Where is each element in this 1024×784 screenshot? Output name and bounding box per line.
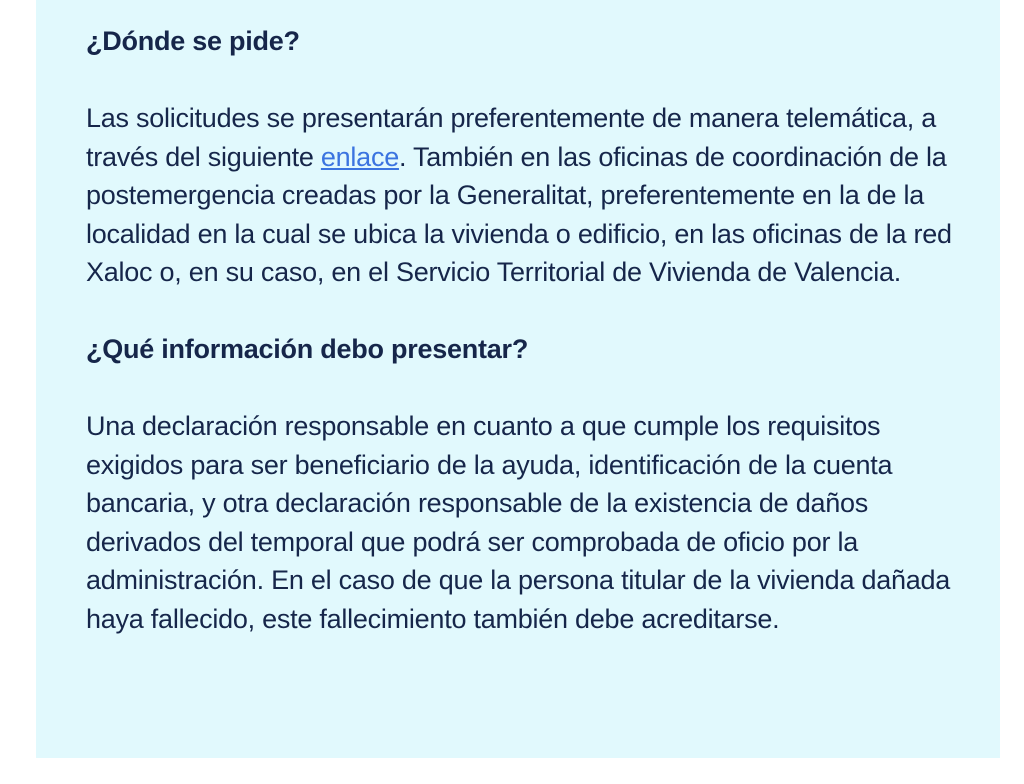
paragraph-text-end: . También en las oficinas de coordinación de la postemergencia creadas por la Generalitat, preferentemente en la de la localidad en la cual se ubica la vivienda o edificio, en las oficinas de la red Xaloc o, en su caso, en el Servicio Territorial de Vivienda de Valencia. — [86, 141, 952, 287]
info-panel — [36, 0, 1000, 758]
info-content — [86, 22, 966, 638]
spacer — [86, 292, 966, 331]
heading-where-to-apply: ¿Dónde se pide? — [86, 26, 300, 56]
paragraph-where-to-apply — [86, 99, 966, 292]
spacer — [86, 61, 966, 100]
spacer — [86, 369, 966, 408]
enlace-link[interactable]: enlace — [320, 141, 399, 172]
paragraph-text-start: Las solicitudes se presentarán preferentemente de manera telemática, a través del siguiente — [86, 103, 936, 172]
heading-required-information: ¿Qué información debo presentar? — [86, 334, 529, 364]
paragraph-required-information: Una declaración responsable en cuanto a que cumple los requisitos exigidos para ser beneficiario de la ayuda, identificación de la cuenta bancaria, y otra declaración responsable de la existencia de daños derivados del temporal que podrá ser comprobada de oficio por la administración. En el caso de que la persona titular de la vivienda dañada haya fallecido, este fallecimiento también debe acreditarse. — [86, 411, 951, 634]
